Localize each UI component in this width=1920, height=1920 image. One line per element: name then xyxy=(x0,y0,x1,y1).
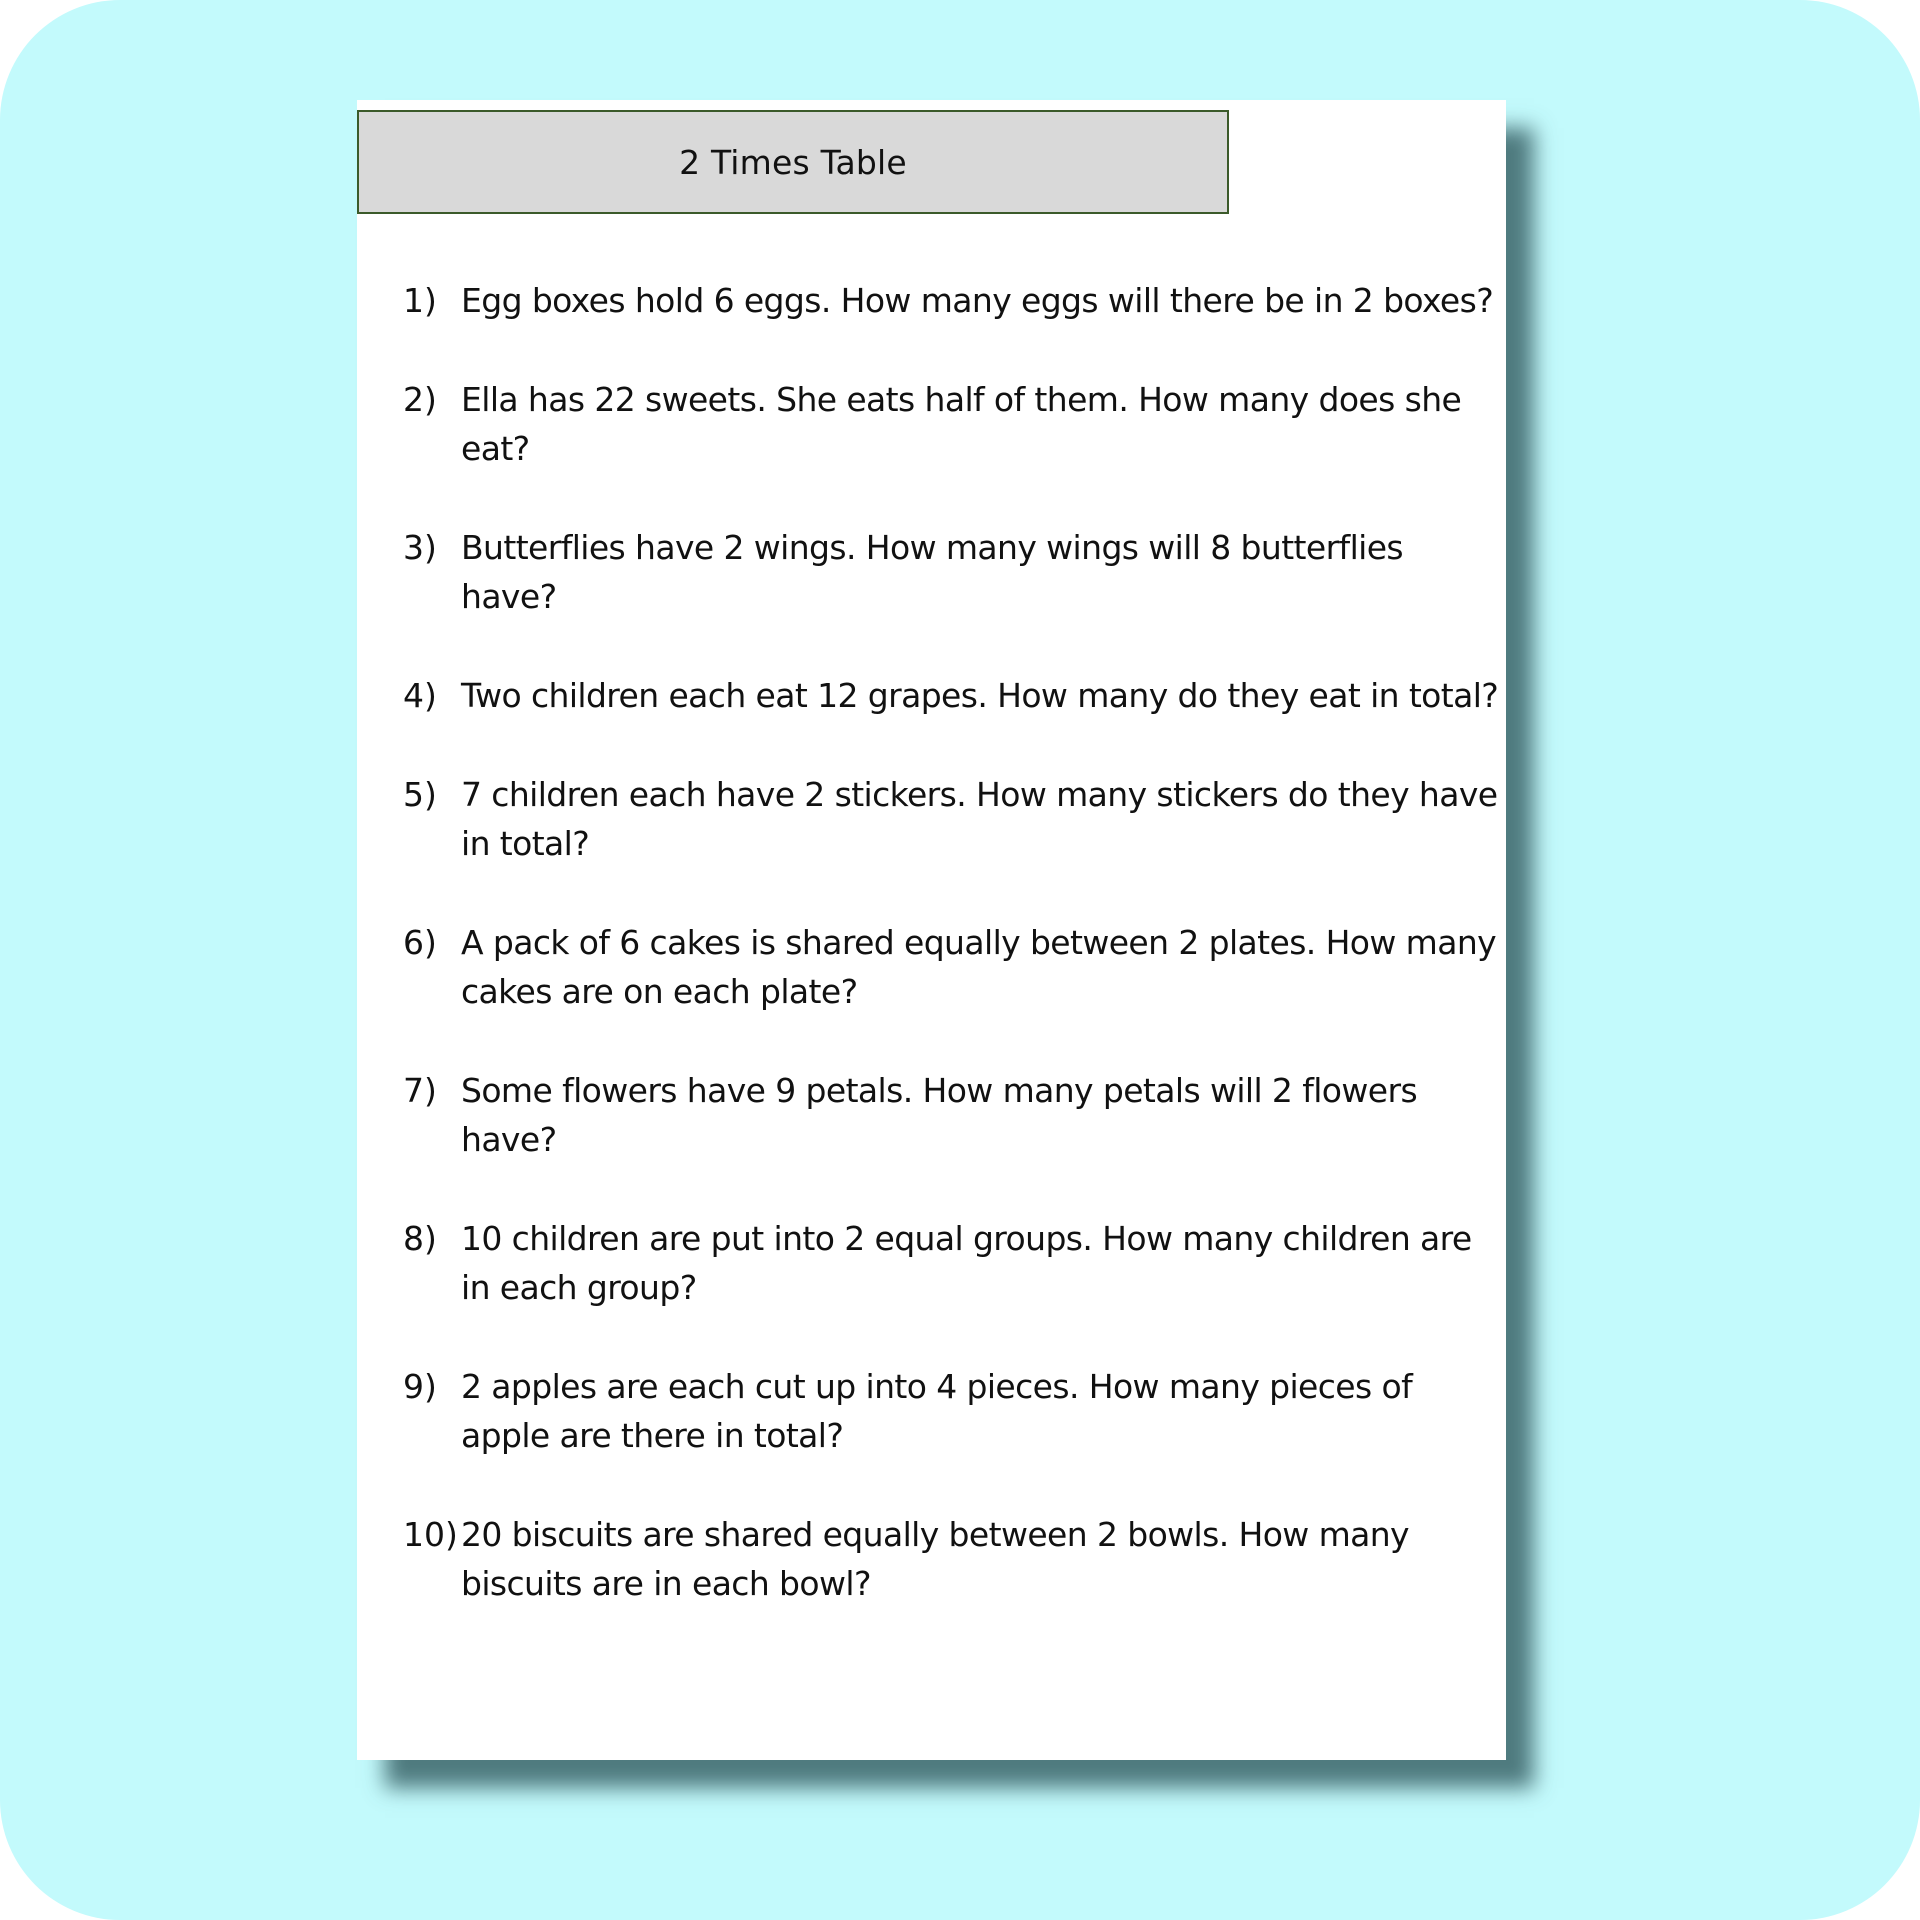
worksheet-page xyxy=(357,100,1506,1760)
question-item xyxy=(403,1362,1503,1460)
question-item xyxy=(403,671,1503,720)
question-item xyxy=(403,770,1503,868)
question-text: 2 apples are each cut up into 4 pieces. How many pieces of apple are there in total? xyxy=(461,1367,1413,1455)
question-text: 20 biscuits are shared equally between 2 bowls. How many biscuits are in each bowl? xyxy=(461,1515,1409,1603)
question-text: 7 children each have 2 stickers. How many stickers do they have in total? xyxy=(461,775,1498,863)
question-number: 5) xyxy=(403,775,437,814)
question-number: 2) xyxy=(403,380,437,419)
question-number: 4) xyxy=(403,676,437,715)
question-item xyxy=(403,375,1503,473)
question-item xyxy=(403,276,1503,325)
question-item xyxy=(403,1214,1503,1312)
question-number: 7) xyxy=(403,1071,437,1110)
question-text: Egg boxes hold 6 eggs. How many eggs will there be in 2 boxes? xyxy=(461,281,1494,320)
question-text: Some flowers have 9 petals. How many petals will 2 flowers have? xyxy=(461,1071,1418,1159)
question-item xyxy=(403,918,1503,1016)
question-item xyxy=(403,1510,1503,1608)
question-text: 10 children are put into 2 equal groups. How many children are in each group? xyxy=(461,1219,1472,1307)
question-number: 8) xyxy=(403,1219,437,1258)
title-box xyxy=(357,110,1229,214)
question-item xyxy=(403,1066,1503,1164)
question-number: 6) xyxy=(403,923,437,962)
question-number: 3) xyxy=(403,528,437,567)
question-text: Two children each eat 12 grapes. How many do they eat in total? xyxy=(461,676,1499,715)
question-text: Butterflies have 2 wings. How many wings will 8 butterflies have? xyxy=(461,528,1403,616)
question-number: 1) xyxy=(403,281,437,320)
question-text: Ella has 22 sweets. She eats half of them. How many does she eat? xyxy=(461,380,1462,468)
worksheet-title: 2 Times Table xyxy=(679,142,907,182)
question-item xyxy=(403,523,1503,621)
question-number: 10) xyxy=(403,1515,458,1554)
question-number: 9) xyxy=(403,1367,437,1406)
question-text: A pack of 6 cakes is shared equally between 2 plates. How many cakes are on each plate? xyxy=(461,923,1497,1011)
question-list xyxy=(403,276,1503,1658)
